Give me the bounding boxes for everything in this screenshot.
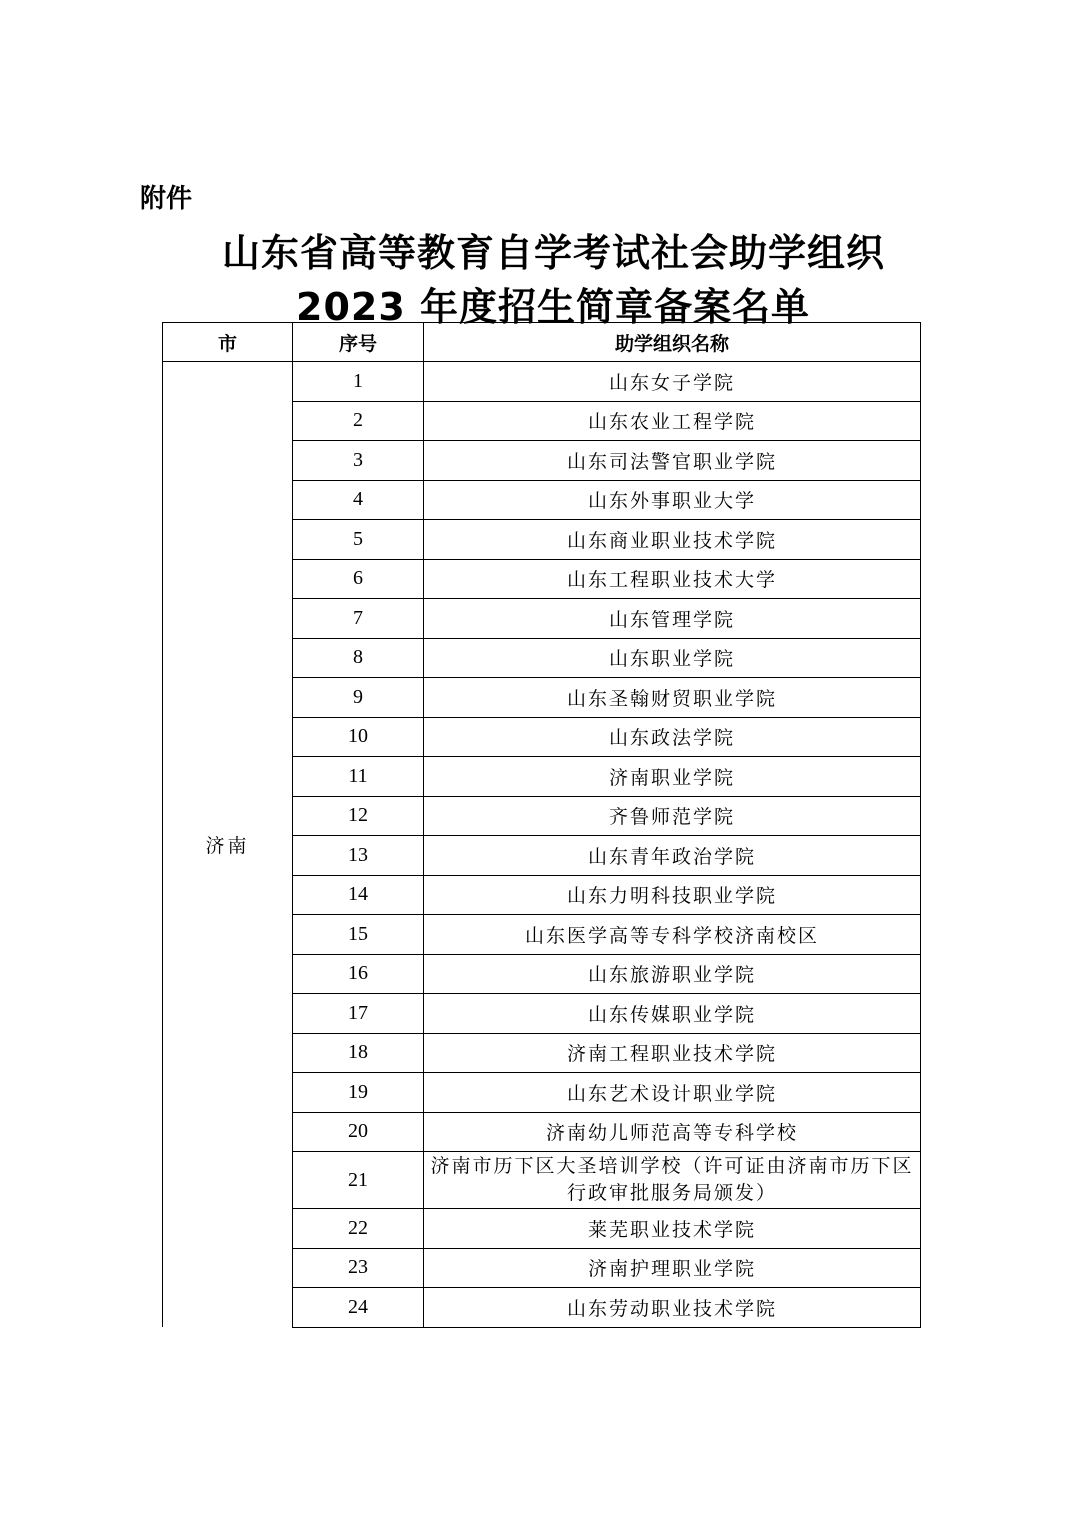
header-organization-name: 助学组织名称 [424,323,921,362]
organization-name-cell: 山东工程职业技术大学 [424,559,921,599]
organization-name-cell: 山东司法警官职业学院 [424,441,921,481]
row-number-cell: 16 [293,954,424,994]
row-number-cell: 4 [293,480,424,520]
document-title-line-2: 2023 年度招生简章备案名单 [296,285,810,329]
row-number-cell: 15 [293,915,424,955]
row-number-cell: 10 [293,717,424,757]
row-number-cell: 20 [293,1112,424,1152]
row-number-cell: 1 [293,362,424,402]
row-number-cell: 11 [293,757,424,797]
organization-name-cell: 济南职业学院 [424,757,921,797]
organization-name-cell: 济南护理职业学院 [424,1248,921,1288]
city-cell: 济南 [163,362,293,1328]
organization-name-cell: 齐鲁师范学院 [424,796,921,836]
organization-name-cell: 济南工程职业技术学院 [424,1033,921,1073]
row-number-cell: 8 [293,638,424,678]
row-number-cell: 19 [293,1073,424,1113]
table-body [163,362,921,1328]
row-number-cell: 7 [293,599,424,639]
row-number-cell: 17 [293,994,424,1034]
organization-name-cell: 山东商业职业技术学院 [424,520,921,560]
organization-name-cell: 莱芜职业技术学院 [424,1209,921,1249]
row-number-cell: 14 [293,875,424,915]
organization-name-cell: 山东艺术设计职业学院 [424,1073,921,1113]
organization-name-cell: 山东职业学院 [424,638,921,678]
row-number-cell: 9 [293,678,424,718]
organization-name-cell: 山东青年政治学院 [424,836,921,876]
row-number-cell: 22 [293,1209,424,1249]
organization-name-cell: 山东劳动职业技术学院 [424,1288,921,1328]
row-number-cell: 23 [293,1248,424,1288]
attachment-label: 附件 [140,184,193,214]
document-title-line-1: 山东省高等教育自学考试社会助学组织 [222,231,886,275]
row-number-cell: 6 [293,559,424,599]
row-number-cell: 21 [293,1152,424,1209]
organization-name-cell: 济南市历下区大圣培训学校（许可证由济南市历下区行政审批服务局颁发） [424,1152,921,1209]
table-header-row [163,323,921,362]
organization-name-cell: 山东政法学院 [424,717,921,757]
header-city: 市 [163,323,293,362]
row-number-cell: 3 [293,441,424,481]
header-number: 序号 [293,323,424,362]
organization-name-cell: 济南幼儿师范高等专科学校 [424,1112,921,1152]
row-number-cell: 24 [293,1288,424,1328]
row-number-cell: 12 [293,796,424,836]
row-number-cell: 13 [293,836,424,876]
row-number-cell: 5 [293,520,424,560]
organization-name-cell: 山东旅游职业学院 [424,954,921,994]
organization-name-cell: 山东管理学院 [424,599,921,639]
organization-table [162,322,921,1328]
row-number-cell: 18 [293,1033,424,1073]
organization-name-cell: 山东传媒职业学院 [424,994,921,1034]
table-row [163,362,921,402]
row-number-cell: 2 [293,401,424,441]
organization-name-cell: 山东女子学院 [424,362,921,402]
organization-name-cell: 山东圣翰财贸职业学院 [424,678,921,718]
organization-name-cell: 山东医学高等专科学校济南校区 [424,915,921,955]
organization-name-cell: 山东力明科技职业学院 [424,875,921,915]
organization-name-cell: 山东外事职业大学 [424,480,921,520]
organization-name-cell: 山东农业工程学院 [424,401,921,441]
